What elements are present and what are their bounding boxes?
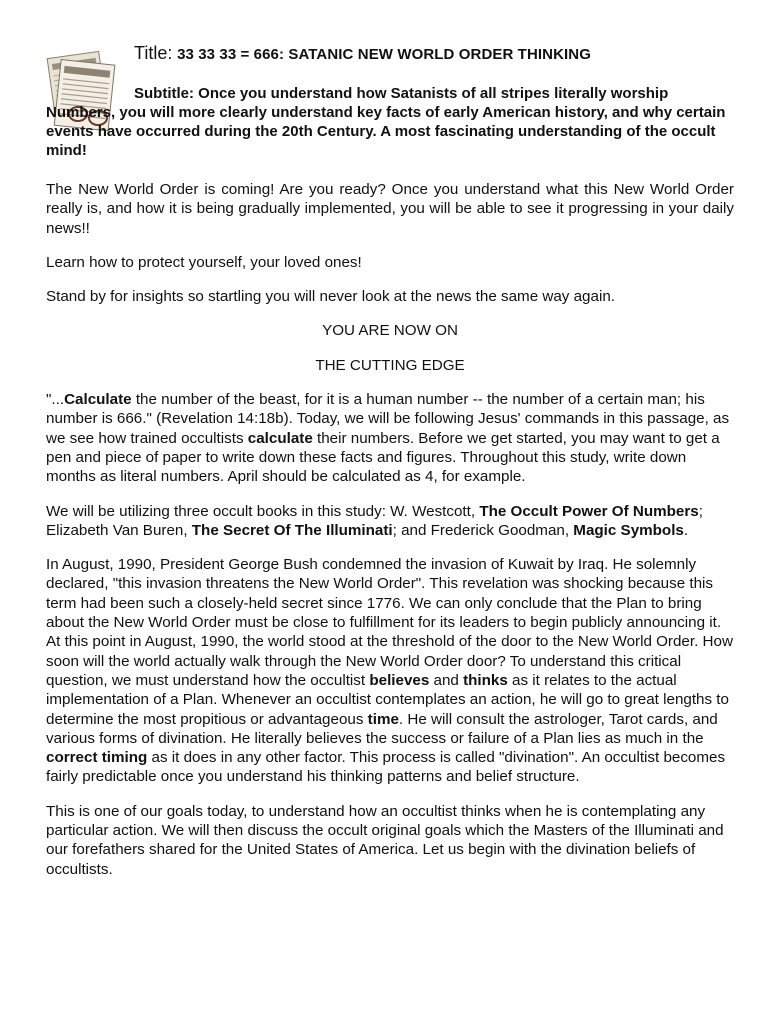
book-title: The Occult Power Of Numbers (479, 502, 699, 520)
bold-run: correct timing (46, 749, 148, 767)
article-body (46, 180, 734, 894)
text-run: as it relates to the actual implementation of a Plan. Whenever an occultist contemplates an action, he will go to great lengths to determine the most propitious or advantageous (46, 671, 729, 728)
paragraph-intro: The New World Order is coming! Are you ready? Once you understand what this New World Order really is, and how it is being gradually implemented, you will be able to see it progressing in your daily news!! (46, 181, 734, 237)
heading-cutting-edge: THE CUTTING EDGE (315, 356, 465, 374)
page-title (134, 42, 738, 66)
bold-run: thinks (463, 671, 508, 689)
heading-now-on: YOU ARE NOW ON (322, 322, 458, 340)
text-run: and (429, 671, 464, 689)
text-run: the number of the beast, for it is a human number -- the number of a certain man; his number is 666." (Revelation 14:18b). Today, we will be following Jesus' commands in this passage, as we see how trained occultists (46, 391, 730, 447)
paragraph-goals: This is one of our goals today, to understand how an occultist thinks when he is contemplating any particular action. We will then discuss the occult original goals which the Masters of the Illuminati and our forefathers shared for the United States of America. Let us begin with the divination beliefs of occultists. (46, 802, 724, 878)
text-run: their numbers. Before we get started, you may want to get a pen and piece of paper to write down these facts and figures. Throughout this study, write down months as literal numbers. April should be calculated as 4, for example. (46, 429, 720, 486)
subtitle-text: Subtitle: Once you understand how Satanists of all stripes literally worship Numbers, you will more clearly understand key facts of early American history, and why certain events have occurred during the 20th Century. A most fascinating understanding of the occult mind! (46, 85, 726, 159)
text-run: ; Elizabeth Van Buren, (46, 502, 703, 539)
header (134, 42, 738, 66)
paragraph-august-1990 (46, 555, 734, 787)
title-text: 33 33 33 = 666: SATANIC NEW WORLD ORDER THINKING (177, 46, 591, 63)
book-title: Magic Symbols (573, 521, 684, 539)
text-run: In August, 1990, President George Bush condemned the invasion of Kuwait by Iraq. He solemnly declared, "this invasion threatens the New World Order". This revelation was shocking because this term had been such a closely-held secret since 1776. We can only conclude that the Plan to bring about the New World Order must be close to fulfillment for its leaders to begin publicly announcing it. At this point in August, 1990, the world stood at the threshold of the door to the New World Order. How soon will the world actually walk through the New World Order door? To understand this critical question, we must understand how the occultist (46, 556, 733, 689)
bold-run: time (367, 710, 399, 728)
subtitle (46, 84, 726, 160)
text-run: "... (46, 391, 65, 409)
paragraph-books (46, 502, 734, 541)
paragraph-revelation (46, 390, 734, 486)
paragraph-stand-by: Stand by for insights so startling you will never look at the news the same way again. (46, 288, 615, 306)
text-run: We will be utilizing three occult books in this study: W. Westcott, (46, 502, 480, 520)
bold-run: believes (369, 671, 430, 689)
title-label: Title: (134, 43, 173, 63)
text-run: . (683, 521, 689, 539)
text-run: . He will consult the astrologer, Tarot cards, and various forms of divination. He literally believes the success or failure of a Plan lies as much in the (46, 710, 718, 747)
paragraph-protect: Learn how to protect yourself, your loved ones! (46, 253, 362, 271)
text-run: ; and Frederick Goodman, (392, 521, 574, 539)
text-run: as it does in any other factor. This process is called "divination". An occultist becomes fairly predictable once you understand his thinking patterns and belief structure. (46, 749, 726, 786)
bold-run: calculate (247, 429, 313, 447)
book-title: The Secret Of The Illuminati (191, 521, 393, 539)
bold-run: Calculate (64, 391, 132, 409)
